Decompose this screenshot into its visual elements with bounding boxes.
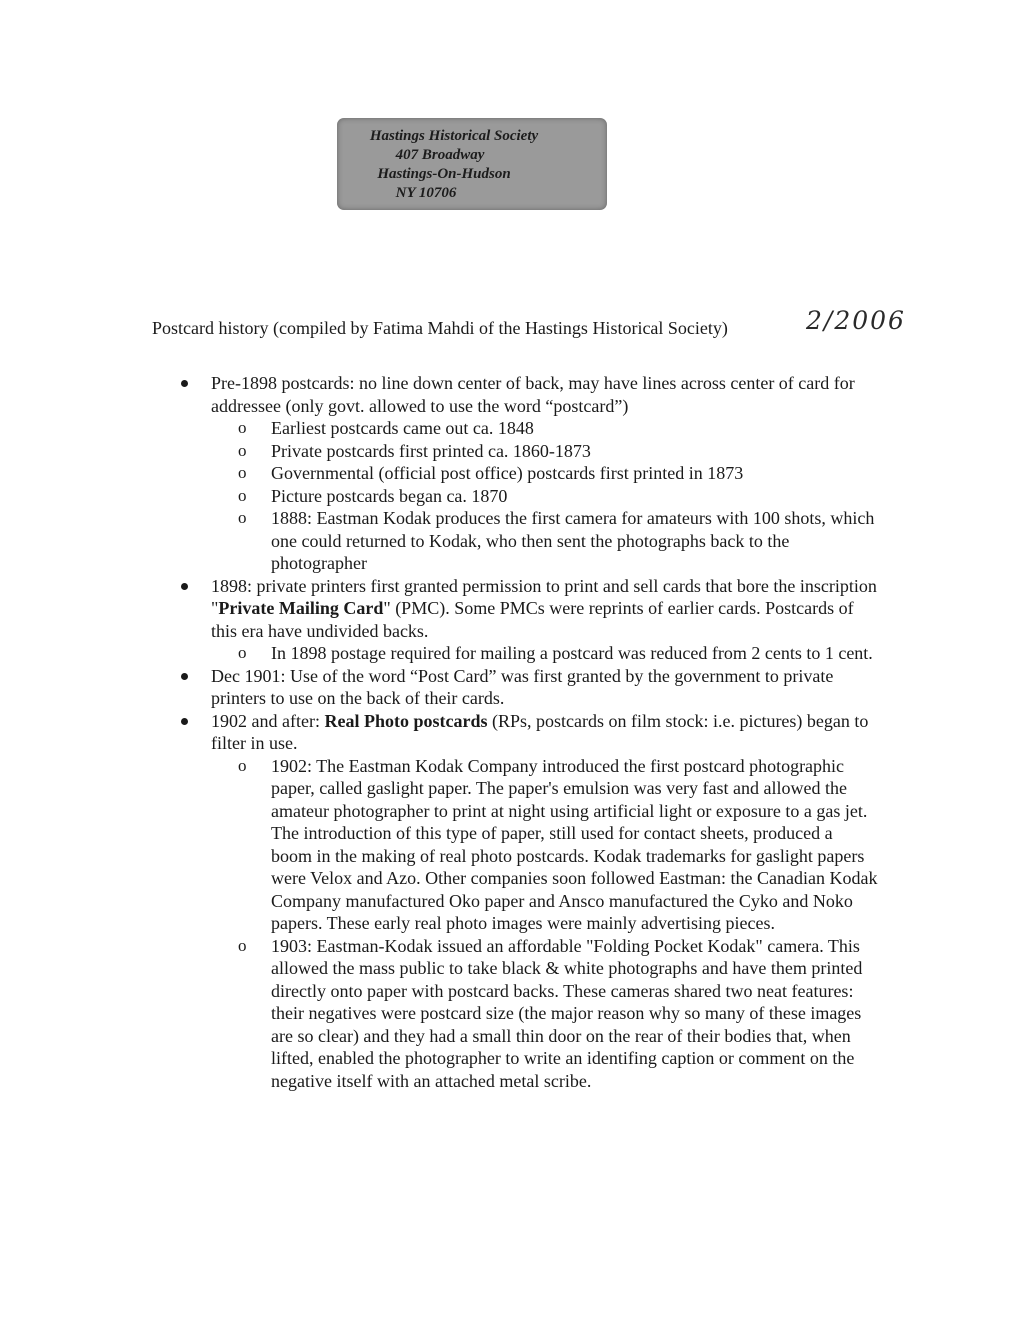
bullet-pre-1898: [178, 372, 878, 417]
bullet-1902: [178, 710, 878, 755]
bullet-text-pre: 1898: private printers first granted permission to print and sell cards that bore the inscription ": [211, 575, 877, 618]
bullet-text-pre: 1902 and after:: [211, 710, 325, 731]
bullet-text-bold: Private Mailing Card: [218, 598, 384, 618]
document-body: [178, 372, 878, 1092]
sub-item: o Earliest postcards came out ca. 1848: [178, 417, 878, 440]
bullet-text-post: " (PMC). Some PMCs were reprints of earlier cards. Postcards of this era have undivided backs.: [211, 598, 854, 641]
stamp-line-state-zip: NY 10706: [395, 185, 457, 201]
bullet-text-post: (RPs, postcards on film stock: i.e. pictures) began to filter in use.: [211, 710, 869, 753]
bullet-text: Dec 1901: Use of the word “Post Card” was first granted by the government to private printers to use on the back of their cards.: [211, 665, 834, 708]
sub-item: o Private postcards first printed ca. 1860-1873: [178, 440, 878, 463]
stamp-line-city: Hastings-On-Hudson: [377, 166, 511, 182]
sub-item: o Picture postcards began ca. 1870: [178, 485, 878, 508]
sub-item: o 1902: The Eastman Kodak Company introduced the first postcard photographic paper, called gaslight paper. The paper's emulsion was very fast and allowed the amateur photographer to print at night using artificial light or exposure to a gas jet. The introduction of this type of paper, still used for contact sheets, produced a boom in the making of real photo postcards. Kodak trademarks for gaslight papers were Velox and Azo. Other companies soon followed Eastman: the Canadian Kodak Company manufactured Oko paper and Ansco manufactured the Cyko and Noko papers. These early real photo images were mainly advertising pieces.: [178, 755, 878, 935]
bullet-1901: [178, 665, 878, 710]
handwritten-date: 2/2006: [806, 306, 906, 335]
sub-item: o Governmental (official post office) postcards first printed in 1873: [178, 462, 878, 485]
stamp-line-org: Hastings Historical Society: [369, 128, 539, 144]
sub-item: o 1903: Eastman-Kodak issued an affordable "Folding Pocket Kodak" camera. This allowed the mass public to take black & white photographs and have them printed directly onto paper with postcard backs. These cameras shared two neat features: their negatives were postcard size (the major reason why so many of these images are so clear) and they had a small thin door on the rear of their bodies that, when lifted, enabled the photographer to write an identifing caption or comment on the negative itself with an attached metal scribe.: [178, 935, 878, 1093]
bullet-text-bold: Real Photo postcards: [324, 710, 488, 731]
document-title: Postcard history (compiled by Fatima Mahdi of the Hastings Historical Society): [152, 318, 728, 338]
stamp-line-street: 407 Broadway: [395, 147, 485, 163]
sub-item: o In 1898 postage required for mailing a postcard was reduced from 2 cents to 1 cent.: [178, 642, 878, 665]
sub-item: o 1888: Eastman Kodak produces the first camera for amateurs with 100 shots, which one could returned to Kodak, who then sent the photographs back to the photographer: [178, 507, 878, 575]
bullet-1898: [178, 575, 878, 643]
bullet-text: Pre-1898 postcards: no line down center of back, may have lines across center of card for addressee (only govt. allowed to use the word “postcard”): [211, 373, 855, 416]
address-stamp: [337, 118, 607, 210]
